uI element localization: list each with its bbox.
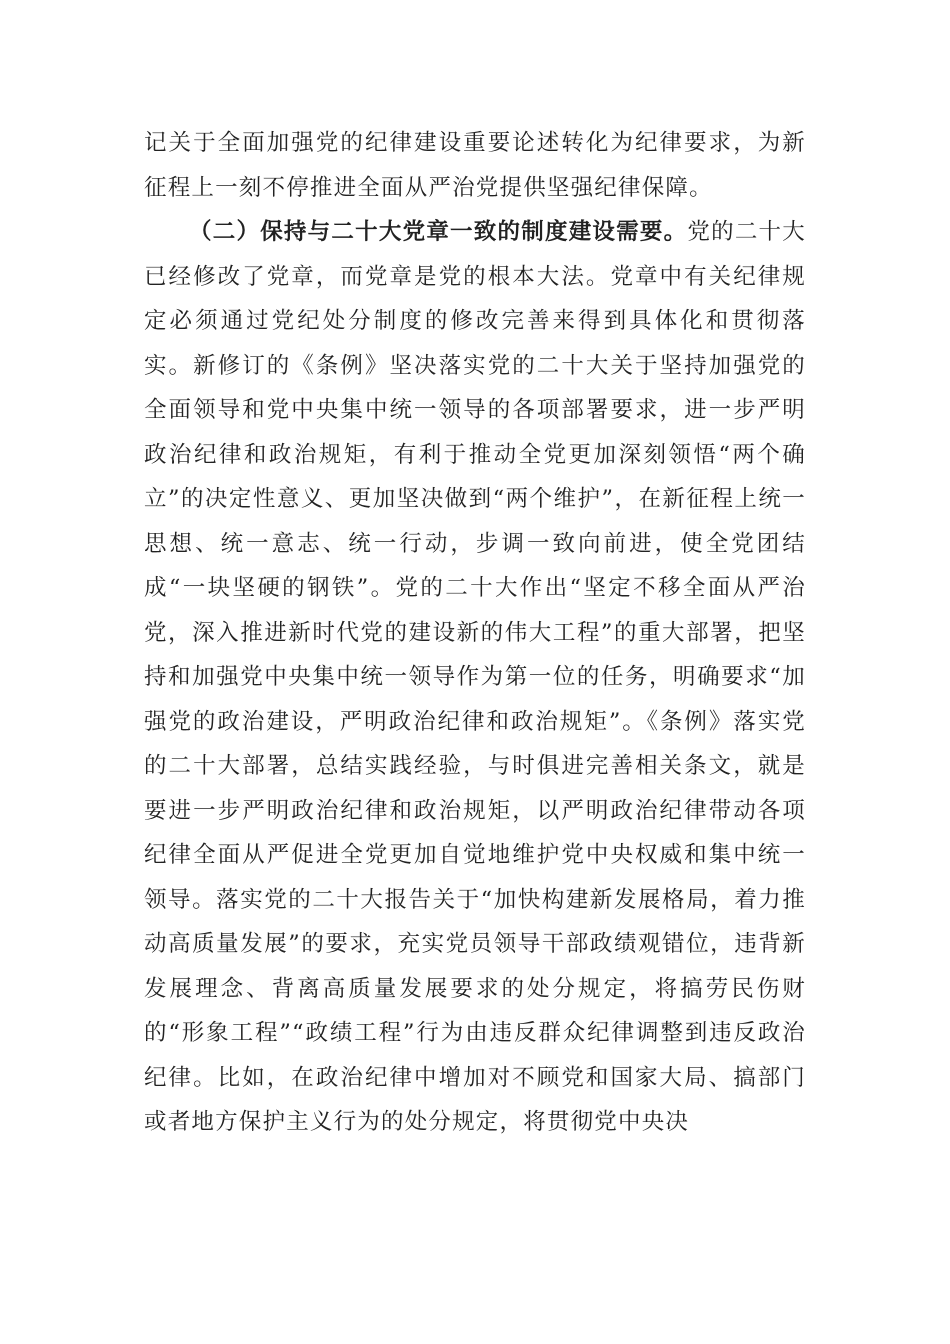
paragraph-section-two	[144, 210, 806, 1145]
section-heading: （二）保持与二十大党章一致的制度建设需要。	[189, 219, 688, 245]
body-text	[144, 121, 806, 1145]
section-body: 党的二十大已经修改了党章，而党章是党的根本大法。党章中有关纪律规定必须通过党纪处分制度的修改完善来得到具体化和贯彻落实。新修订的《条例》坚决落实党的二十大关于坚持加强党的全面领导和党中央集中统一领导的各项部署要求，进一步严明政治纪律和政治规矩，有利于推动全党更加深刻领悟“两个确立”的决定性意义、更加坚决做到“两个维护”，在新征程上统一思想、统一意志、统一行动，步调一致向前进，使全党团结成“一块坚硬的钢铁”。党的二十大作出“坚定不移全面从严治党，深入推进新时代党的建设新的伟大工程”的重大部署，把坚持和加强党中央集中统一领导作为第一位的任务，明确要求“加强党的政治建设，严明政治纪律和政治规矩”。《条例》落实党的二十大部署，总结实践经验，与时俱进完善相关条文，就是要进一步严明政治纪律和政治规矩，以严明政治纪律带动各项纪律全面从严促进全党更加自觉地维护党中央权威和集中统一领导。落实党的二十大报告关于“加快构建新发展格局，着力推动高质量发展”的要求，充实党员领导干部政绩观错位，违背新发展理念、背离高质量发展要求的处分规定，将搞劳民伤财的“形象工程”“政绩工程”行为由违反群众纪律调整到违反政治纪律。比如，在政治纪律中增加对不顾党和国家大局、搞部门或者地方保护主义行为的处分规定，将贯彻党中央决	[144, 219, 806, 1135]
paragraph-continuation: 记关于全面加强党的纪律建设重要论述转化为纪律要求，为新征程上一刻不停推进全面从严治党提供坚强纪律保障。	[144, 130, 806, 201]
